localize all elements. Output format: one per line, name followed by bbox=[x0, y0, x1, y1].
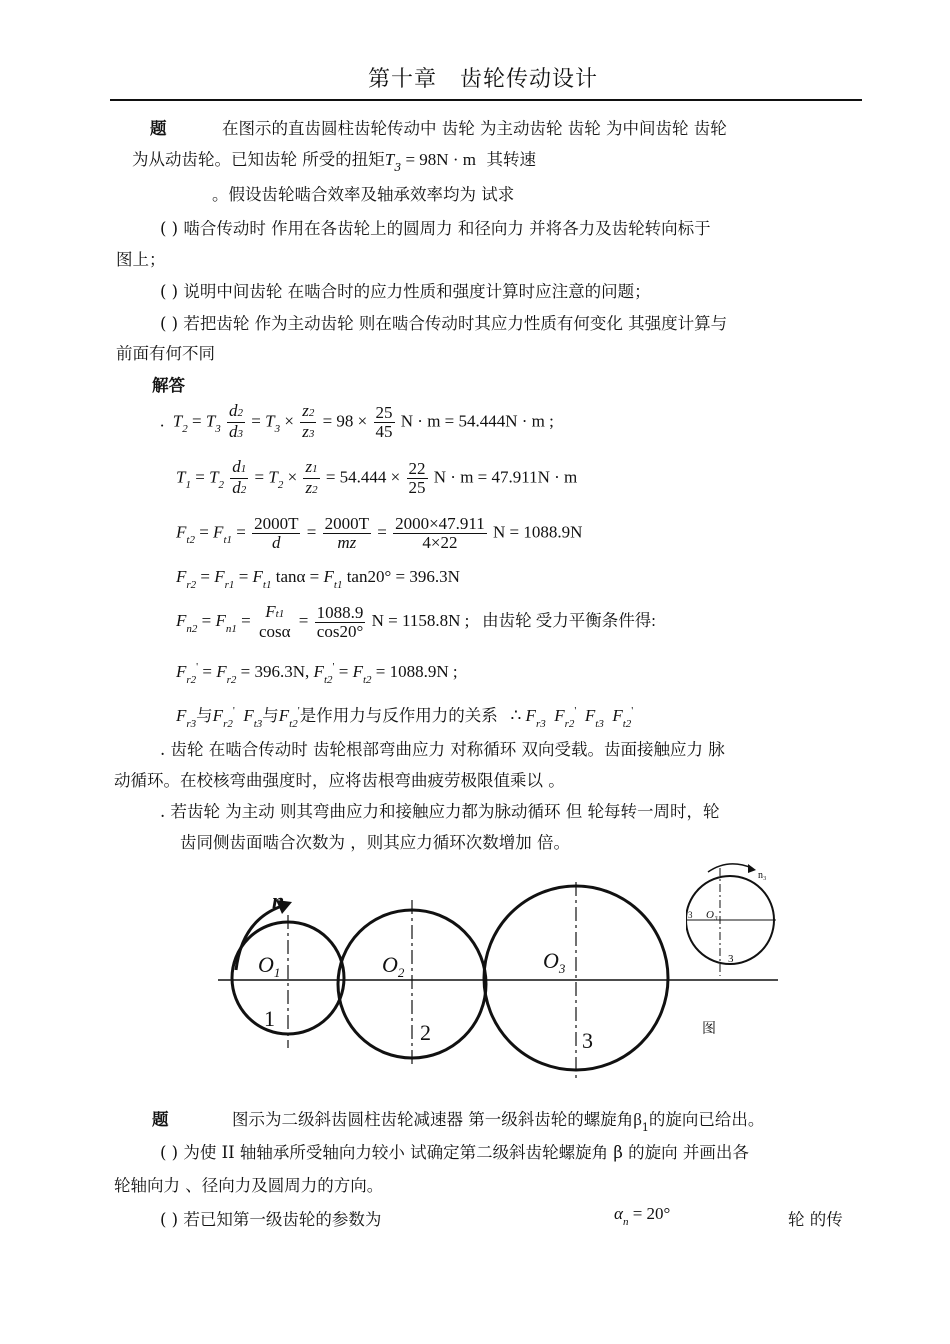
equation-1: . $T_2 = T_3$ $\frac{d2}{d3}$ = $T_3$ × $\frac{z2}{z3}$ = 98 × $\frac{25}{45}$ N · m = 54.444N · m ; bbox=[160, 401, 554, 441]
equation-7: $F_{r3}$与$F_{r2}'$ $F_{t3}$与$F_{t2}'$是作用力与反作用力的关系 ∴ $F_{r3}$ $F_{r2}'$ $F_{t3}$ $F_{t2}'$ bbox=[176, 705, 634, 730]
eq5-result: N = 1158.8N ; bbox=[371, 610, 470, 630]
inset-rotation-arrow bbox=[708, 864, 752, 872]
problem1-q1-line1: ( ) 啮合传动时 作用在各齿轮上的圆周力 和径向力 并将各力及齿轮转向标于 bbox=[160, 219, 711, 238]
alpha-sub: n bbox=[622, 1216, 629, 1228]
eq3-f3-num: 2000×47.911 bbox=[395, 514, 485, 533]
eq1-frac-den: 45 bbox=[375, 422, 393, 441]
problem1-q3-line1: ( ) 若把齿轮 作为主动齿轮 则在啮合传动时其应力性质有何变化 其强度计算与 bbox=[160, 314, 728, 333]
problem1-line2-pre: 为从动齿轮。已知齿轮 所受的扭矩 bbox=[132, 150, 385, 169]
eq7-a: 与 bbox=[196, 706, 213, 725]
eq1-frac-num: 25 bbox=[375, 403, 393, 422]
problem1-label: 题 bbox=[150, 119, 167, 138]
problem1-line2 bbox=[132, 146, 536, 174]
eq3-f2-num: 2000T bbox=[324, 514, 369, 533]
eq5-frac2-num: 1088.9 bbox=[316, 602, 364, 622]
answer3-line2: 齿同侧齿面啮合次数为 ，则其应力循环次数增加 倍。 bbox=[180, 833, 570, 852]
problem2-line1-pre: 图示为二级斜齿圆柱齿轮减速器 第一级斜齿轮的螺旋角 bbox=[232, 1110, 634, 1129]
problem1-q3-line2: 前面有何不同 bbox=[116, 344, 215, 363]
title-underline bbox=[110, 99, 862, 101]
answer2-line2: 动循环。在校核弯曲强度时，应将齿根弯曲疲劳极限值乘以 。 bbox=[114, 771, 565, 790]
problem1-q1-line2: 图上； bbox=[116, 250, 166, 269]
eq2-mid: = 54.444 × bbox=[325, 467, 401, 487]
center-o3-label: $O_3$ bbox=[543, 948, 566, 976]
problem2-q2-post: 轮 的传 bbox=[788, 1210, 843, 1229]
figure-caption: 图 bbox=[702, 1021, 716, 1037]
problem2-q1-line1: ( ) 为使 II 轴轴承所受轴向力较小 试确定第二级斜齿轮螺旋角 β 的旋向 并画出各 bbox=[160, 1143, 749, 1162]
inset-gear-number: 3 bbox=[728, 953, 734, 965]
problem2-line1 bbox=[232, 1106, 765, 1134]
inset-o3-label: O₃ bbox=[706, 909, 718, 921]
problem2-label: 题 bbox=[152, 1110, 169, 1129]
inset-arrowhead bbox=[748, 864, 756, 873]
answer2-line1: . 齿轮 在啮合传动时 齿轮根部弯曲应力 对称循环 双向受载。齿面接触应力 脉 bbox=[160, 740, 725, 759]
problem1-line1: 在图示的直齿圆柱齿轮传动中 齿轮 为主动齿轮 齿轮 为中间齿轮 齿轮 bbox=[222, 119, 727, 138]
eq7-therefore: ∴ bbox=[510, 706, 522, 725]
eq1-bullet: . bbox=[160, 411, 165, 431]
inset-left-mark: 3 bbox=[688, 910, 693, 920]
equation-4: $F_{r2} = F_{r1} = F_{t1}$ $\tan\alpha = F_{t1}$ tan20° = 396.3N bbox=[176, 567, 460, 591]
center-o1-label: $O_1$ bbox=[258, 952, 281, 980]
eq1-result: N · m = 54.444N · m ; bbox=[400, 411, 554, 431]
problem2-alpha bbox=[614, 1204, 671, 1228]
equation-5: $F_{n2} = F_{n1}$ = Ft1 cosα = $\frac{1088.9}{\cos 20^\circ}$ N = 1158.8N ; 由齿轮 受力平衡条件得: bbox=[176, 602, 656, 641]
solution-label: 解答 bbox=[152, 376, 185, 395]
alpha-symbol: α bbox=[614, 1204, 623, 1223]
torque-value: = 98N · m bbox=[401, 150, 476, 169]
problem2-q1-line2: 轮轴向力 、径向力及圆周力的方向。 bbox=[114, 1176, 384, 1195]
eq3-f2-den: mz bbox=[337, 533, 357, 552]
alpha-value: = 20° bbox=[632, 1204, 671, 1223]
eq7-b: 与 bbox=[262, 706, 279, 725]
eq2-frac-den: 25 bbox=[408, 478, 426, 497]
equation-6: $F_{r2}' = F_{r2} = 396.3N$, $F_{t2}' = F_{t2} = 1088.9N$ ; bbox=[176, 661, 458, 686]
torque-symbol: T bbox=[384, 150, 395, 169]
eq1-mid: = 98 × bbox=[322, 411, 368, 431]
eq2-frac-num: 22 bbox=[408, 459, 426, 478]
eq4-b: tan20° = 396.3N bbox=[346, 567, 460, 586]
torque-sub: 3 bbox=[394, 161, 402, 174]
eq6-b: = 1088.9N ; bbox=[375, 662, 458, 681]
equation-2: $T_1 = T_2$ $\frac{d1}{d2}$ = $T_2$ × $\frac{z1}{z2}$ = 54.444 × $\frac{22}{25}$ N · m = 47.911N · m bbox=[176, 457, 578, 497]
inset-gear-figure bbox=[686, 858, 786, 988]
beta-sub: 1 bbox=[641, 1121, 649, 1134]
eq5-frac2-den: cos20° bbox=[316, 621, 364, 641]
problem2-line1-post: 的旋向已给出。 bbox=[648, 1110, 765, 1129]
eq5-frac1-den: cosα bbox=[258, 622, 291, 641]
beta-symbol: β bbox=[633, 1110, 642, 1129]
problem2-q2-pre: ( ) 若已知第一级齿轮的参数为 bbox=[160, 1210, 382, 1229]
eq7-c: 是作用力与反作用力的关系 bbox=[299, 706, 498, 725]
eq3-result: N = 1088.9N bbox=[493, 522, 583, 542]
eq3-f3-den: 4×22 bbox=[422, 533, 458, 552]
gear-1-number: 1 bbox=[264, 1006, 275, 1031]
page-title: 第十章 齿轮传动设计 bbox=[368, 67, 599, 92]
speed-label: n bbox=[272, 888, 285, 913]
eq3-f1-den: d bbox=[272, 533, 281, 552]
problem1-q2: ( ) 说明中间齿轮 在啮合时的应力性质和强度计算时应注意的问题； bbox=[160, 282, 651, 301]
eq6-a: = 396.3N, bbox=[240, 662, 310, 681]
eq3-f1-num: 2000T bbox=[254, 514, 299, 533]
answer3-line1: . 若齿轮 为主动 则其弯曲应力和接触应力都为脉动循环 但 轮每转一周时，轮 bbox=[160, 802, 720, 821]
problem1-line3: 。假设齿轮啮合效率及轴承效率均为 试求 bbox=[212, 185, 515, 204]
center-o2-label: $O_2$ bbox=[382, 952, 405, 980]
eq5-tail: 由齿轮 受力平衡条件得: bbox=[482, 610, 656, 630]
gear-3-number: 3 bbox=[582, 1028, 593, 1053]
eq2-result: N · m = 47.911N · m bbox=[433, 467, 578, 487]
eq4-a: tanα = bbox=[275, 567, 320, 586]
inset-n3-label: n₃ bbox=[758, 870, 767, 881]
problem1-line2-post: 其转速 bbox=[486, 150, 536, 169]
equation-3: $F_{t2} = F_{t1}$ = $\frac{2000T}{d}$ = $\frac{2000T}{mz}$ = $\frac{2000\times 47.911}{4\times 22}$ N = 1088.9N bbox=[176, 514, 583, 552]
gear-2-number: 2 bbox=[420, 1020, 431, 1045]
